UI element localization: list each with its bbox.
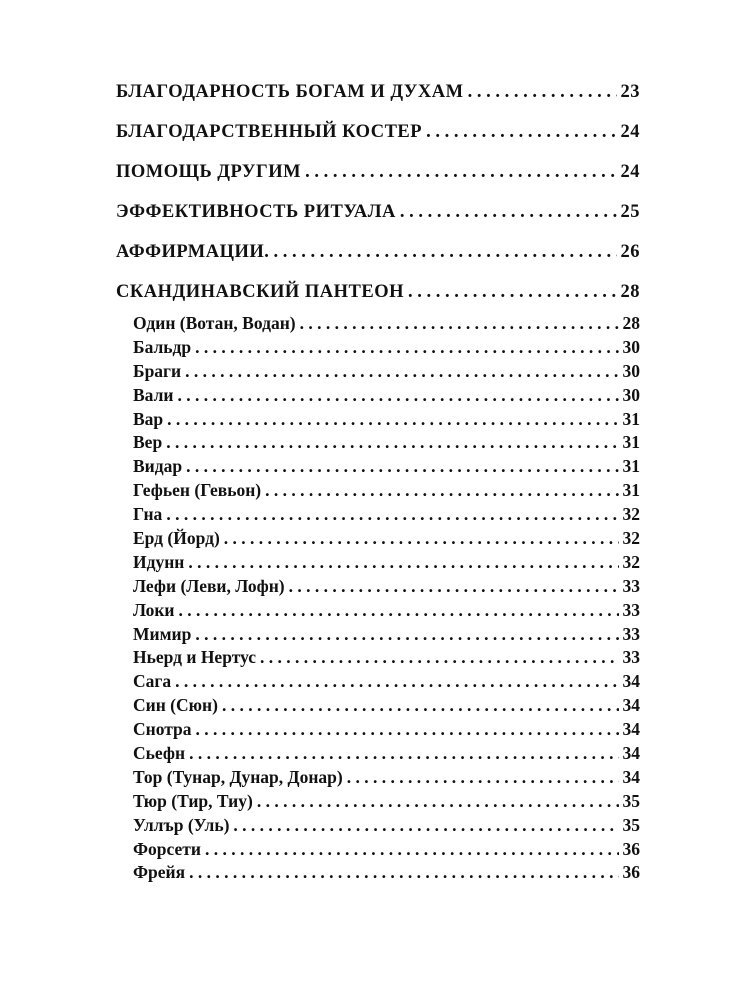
toc-section-title: СКАНДИНАВСКИЙ ПАНТЕОН [116, 282, 405, 302]
toc-entry-title: Тюр (Тир, Тиу) [133, 790, 253, 811]
toc-section-row[interactable] [116, 232, 640, 272]
toc-entry-row[interactable] [116, 312, 640, 336]
toc-entry-title: Бальдр [133, 336, 192, 357]
toc-entry-row[interactable] [116, 384, 640, 408]
toc-entry-title: Тор (Тунар, Дунар, Донар) [133, 766, 343, 787]
toc-section-title: БЛАГОДАРСТВЕННЫЙ КОСТЕР [116, 122, 423, 142]
toc-entry-title: Мимир [133, 623, 192, 644]
dot-leader [186, 455, 618, 479]
toc-section-title: БЛАГОДАРНОСТЬ БОГАМ И ДУХАМ [116, 82, 464, 102]
toc-page-number: 34 [622, 671, 640, 692]
toc-page-number: 32 [622, 528, 640, 549]
dot-leader [257, 790, 619, 814]
toc-page-number: 33 [622, 575, 640, 596]
toc-page-number: 23 [620, 82, 640, 102]
toc-section-row[interactable] [116, 112, 640, 152]
toc-page-number: 36 [622, 838, 640, 859]
toc-entry-title: Снотра [133, 719, 192, 740]
dot-leader [347, 766, 619, 790]
dot-leader [222, 694, 619, 718]
toc-entry-title: Сьефн [133, 743, 186, 764]
table-of-contents [116, 72, 640, 885]
toc-entry-title: Гна [133, 504, 163, 525]
toc-entry-row[interactable] [116, 742, 640, 766]
toc-entry-row[interactable] [116, 360, 640, 384]
dot-leader [273, 232, 616, 272]
toc-section-row[interactable] [116, 272, 640, 312]
toc-entry-title: Уллър (Уль) [133, 814, 230, 835]
toc-entry-title: Идунн [133, 551, 185, 572]
toc-entry-row[interactable] [116, 431, 640, 455]
dot-leader [166, 503, 618, 527]
toc-page-number: 32 [622, 551, 640, 572]
toc-section-title: АФФИРМАЦИИ. [116, 242, 270, 262]
dot-leader [177, 384, 618, 408]
toc-page-number: 24 [620, 122, 640, 142]
toc-entry-title: Фрейя [133, 862, 186, 883]
toc-entry-row[interactable] [116, 408, 640, 432]
toc-entry-row[interactable] [116, 623, 640, 647]
toc-entry-row[interactable] [116, 646, 640, 670]
toc-entry-title: Лефи (Леви, Лофн) [133, 575, 285, 596]
dot-leader [233, 814, 618, 838]
toc-entry-row[interactable] [116, 670, 640, 694]
toc-entry-title: Ерд (Йорд) [133, 528, 220, 549]
toc-entry-row[interactable] [116, 599, 640, 623]
toc-page-number: 31 [622, 456, 640, 477]
toc-entry-title: Вер [133, 432, 163, 453]
dot-leader [408, 272, 616, 312]
toc-entry-title: Вар [133, 408, 164, 429]
dot-leader [188, 551, 618, 575]
toc-page-number: 33 [622, 647, 640, 668]
dot-leader [300, 312, 619, 336]
toc-entry-title: Видар [133, 456, 183, 477]
dot-leader [195, 623, 618, 647]
toc-page-number: 33 [622, 623, 640, 644]
toc-page-number: 31 [622, 480, 640, 501]
dot-leader [400, 192, 617, 232]
toc-page-number: 34 [622, 766, 640, 787]
toc-entry-title: Сага [133, 671, 172, 692]
toc-entry-title: Ньерд и Нертус [133, 647, 257, 668]
dot-leader [166, 431, 618, 455]
toc-entry-title: Один (Вотан, Водан) [133, 313, 296, 333]
toc-page-number: 33 [622, 599, 640, 620]
toc-page-number: 31 [622, 432, 640, 453]
toc-page-number: 35 [622, 814, 640, 835]
toc-entry-row[interactable] [116, 694, 640, 718]
toc-section-title: ПОМОЩЬ ДРУГИМ [116, 162, 302, 182]
dot-leader [179, 599, 619, 623]
toc-entry-row[interactable] [116, 575, 640, 599]
toc-page-number: 34 [622, 743, 640, 764]
toc-entry-row[interactable] [116, 718, 640, 742]
dot-leader [195, 336, 618, 360]
toc-entry-row[interactable] [116, 336, 640, 360]
toc-page-number: 31 [622, 408, 640, 429]
toc-entry-row[interactable] [116, 551, 640, 575]
toc-entry-title: Локи [133, 599, 175, 620]
dot-leader [289, 575, 619, 599]
dot-leader [260, 646, 618, 670]
toc-entry-row[interactable] [116, 838, 640, 862]
toc-page-number: 34 [622, 719, 640, 740]
toc-entry-row[interactable] [116, 479, 640, 503]
toc-entry-title: Син (Сюн) [133, 695, 218, 716]
dot-leader [468, 72, 617, 112]
dot-leader [189, 742, 618, 766]
toc-page-number: 30 [622, 360, 640, 381]
toc-page-number: 30 [622, 384, 640, 405]
dot-leader [265, 479, 618, 503]
toc-entry-row[interactable] [116, 503, 640, 527]
dot-leader [426, 112, 616, 152]
toc-page-number: 28 [622, 313, 640, 333]
toc-page-number: 34 [622, 695, 640, 716]
toc-section-row[interactable] [116, 192, 640, 232]
dot-leader [189, 861, 618, 885]
dot-leader [224, 527, 619, 551]
toc-entry-row[interactable] [116, 790, 640, 814]
toc-section-title: ЭФФЕКТИВНОСТЬ РИТУАЛА [116, 202, 396, 222]
toc-entry-title: Браги [133, 360, 182, 381]
toc-entry-title: Гефьен (Гевьон) [133, 480, 262, 501]
toc-page-number: 25 [620, 202, 640, 222]
toc-entry-row[interactable] [116, 527, 640, 551]
toc-entry-row[interactable] [116, 766, 640, 790]
dot-leader [205, 838, 619, 862]
toc-page-number: 36 [622, 862, 640, 883]
dot-leader [185, 360, 618, 384]
dot-leader [196, 718, 619, 742]
dot-leader [305, 152, 616, 192]
toc-page-number: 26 [620, 242, 640, 262]
toc-page-number: 28 [620, 282, 640, 302]
dot-leader [175, 670, 618, 694]
toc-entry-title: Вали [133, 384, 174, 405]
toc-page-number: 32 [622, 504, 640, 525]
toc-entry-row[interactable] [116, 861, 640, 885]
toc-section-row[interactable] [116, 72, 640, 112]
toc-page-number: 24 [620, 162, 640, 182]
dot-leader [167, 408, 618, 432]
toc-entry-title: Форсети [133, 838, 201, 859]
toc-section-row[interactable] [116, 152, 640, 192]
toc-entry-row[interactable] [116, 455, 640, 479]
toc-page-number: 30 [622, 336, 640, 357]
toc-entry-row[interactable] [116, 814, 640, 838]
toc-page-number: 35 [622, 790, 640, 811]
